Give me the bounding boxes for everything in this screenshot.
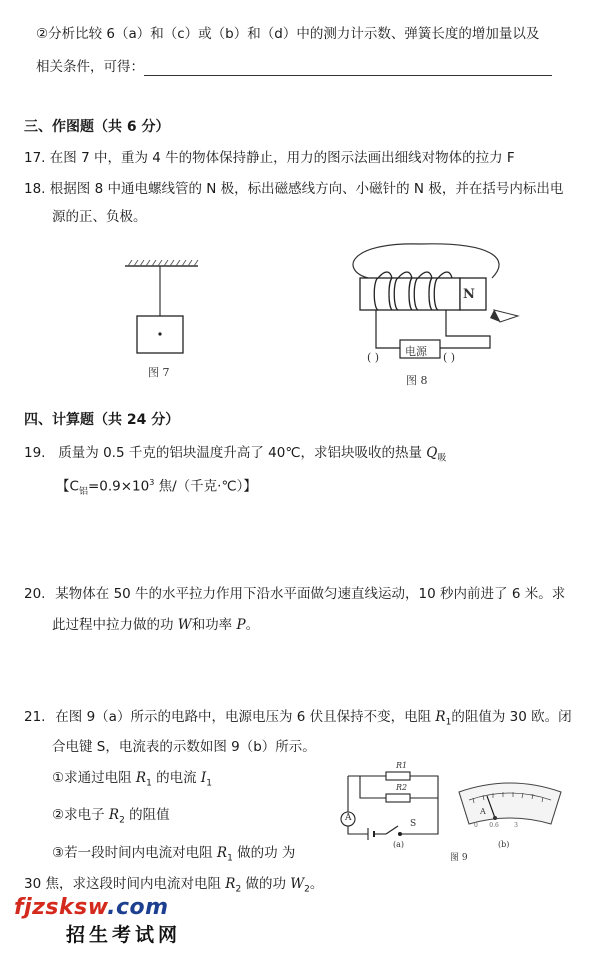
- figure-9a-circuit: [338, 762, 448, 852]
- figure-9-ammeter-label: A: [345, 813, 352, 823]
- q21-line2: 合电键 S，电流表的示数如图 9（b）所示。: [52, 739, 316, 755]
- q17-text: 在图 7 中，重为 4 牛的物体保持静止，用力的图示法画出细线对物体的拉力 F: [49, 150, 515, 166]
- q21-item1-b: 的电流: [151, 770, 201, 786]
- figure-8-label: 图 8: [406, 374, 428, 387]
- figure-8-north-label: N: [463, 287, 475, 302]
- q19-c-exp: 3: [149, 478, 155, 487]
- q21-item1: [52, 769, 212, 793]
- prev-question-line2-text: 相关条件，可得：: [36, 59, 144, 75]
- section4-title: 四、计算题（共 24 分）: [24, 412, 180, 428]
- figure-9-R2-label: R2: [396, 783, 408, 792]
- q21-item4-c: 。: [309, 876, 324, 892]
- prev-question-line1: ②分析比较 6（a）和（c）或（b）和（d）中的测力计示数、弹簧长度的增加量以及: [36, 26, 540, 42]
- q21-item3-R: R: [216, 845, 228, 861]
- q21-line1: [24, 708, 572, 732]
- q19-c-open: 【C: [56, 478, 79, 495]
- q19-c-unit: 焦/（千克·℃）】: [154, 478, 257, 495]
- q21-item2: [52, 806, 170, 830]
- section3-title: 三、作图题（共 6 分）: [24, 119, 170, 135]
- q21-item4-W: W: [290, 876, 305, 892]
- q21-item4-b: 做的功: [241, 876, 291, 892]
- figure-9b-unit: A: [480, 807, 486, 816]
- q21-item1-I: I: [200, 770, 207, 786]
- q20-W: W: [177, 617, 192, 633]
- prev-question-line2: [36, 58, 552, 76]
- site-watermark-slogan: 招生考试网: [66, 924, 182, 946]
- figure-8-right-bracket: ( ): [443, 351, 456, 364]
- q19-q-sub: 吸: [437, 453, 447, 464]
- q19-text: 质量为 0.5 千克的铝块温度升高了 40℃，求铝块吸收的热量: [58, 445, 422, 461]
- q21-item4-W-sub: 2: [304, 884, 310, 895]
- q21-item1-R-sub: 1: [146, 778, 152, 789]
- q20-line2: [52, 616, 259, 634]
- q17: [24, 149, 515, 167]
- q19-c-sub: 铝: [78, 487, 88, 498]
- q21-item2-b: 的阻值: [124, 807, 170, 823]
- q21-item3-b: 做的功 为: [232, 845, 296, 861]
- q19-line2: [56, 474, 257, 501]
- q20-P: P: [236, 617, 246, 633]
- q17-number: 17.: [24, 150, 46, 166]
- figure-9-label: 图 9: [450, 853, 468, 863]
- q21-item3-a: ③若一段时间内电流对电阻: [52, 845, 217, 861]
- q21-item1-I-sub: 1: [206, 778, 212, 789]
- answer-blank: [144, 61, 552, 76]
- q18-line1: [24, 180, 563, 198]
- q21-item2-a: ②求电子: [52, 807, 109, 823]
- q20-number: 20.: [24, 586, 46, 602]
- figure-9b-low-scale: [474, 822, 518, 829]
- q18-line2: 源的正、负极。: [52, 209, 147, 225]
- watermark-brand: fjzsksw: [14, 895, 108, 920]
- q21-item1-R: R: [135, 770, 147, 786]
- q21-number: 21.: [24, 709, 46, 725]
- q21-R-sub: 1: [445, 717, 452, 728]
- q19-number: 19.: [24, 445, 46, 461]
- figure-9b-terminal-0: 0: [474, 822, 478, 829]
- q21-item3: [52, 844, 295, 868]
- figure-9-R1-label: R1: [396, 761, 408, 770]
- q21-item4-a: 30 焦，求这段时间内电流对电阻: [24, 876, 226, 892]
- q18-text: 根据图 8 中通电螺线管的 N 极，标出磁感线方向、小磁针的 N 极，并在括号内标出电: [49, 181, 564, 197]
- q21-line1-b: 的阻值为 30 欧。闭: [451, 709, 572, 725]
- q21-item4-R: R: [225, 876, 236, 892]
- q21-item2-R: R: [108, 807, 120, 823]
- figure-9b-terminal-3: 3: [514, 822, 518, 829]
- q20-line2-a: 此过程中拉力做的功: [52, 617, 178, 633]
- watermark-tld: .com: [107, 895, 169, 920]
- q20-line2-c: 。: [245, 617, 260, 633]
- figure-8-left-bracket: ( ): [367, 351, 380, 364]
- q19-q-symbol: Q: [426, 445, 438, 461]
- figure-9-switch-label: S: [410, 819, 417, 829]
- q20-line1: [24, 585, 565, 603]
- q21-item4-R-sub: 2: [235, 884, 242, 895]
- q19-line1: [24, 444, 446, 468]
- q20-text: 某物体在 50 牛的水平拉力作用下沿水平面做匀速直线运动，10 秒内前进了 6 米。求: [55, 586, 566, 602]
- q21-R: R: [435, 709, 446, 725]
- q21-line1-a: 在图 9（a）所示的电路中，电源电压为 6 伏且保持不变，电阻: [55, 709, 436, 725]
- figure-7: [120, 258, 210, 358]
- figure-9b-ammeter-dial: [455, 780, 565, 840]
- figure-9b-label: (b): [498, 840, 510, 849]
- q21-item1-a: ①求通过电阻: [52, 770, 136, 786]
- figure-7-label: 图 7: [148, 366, 170, 379]
- q19-c-value: =0.9×10: [87, 478, 150, 495]
- q21-item2-R-sub: 2: [119, 815, 125, 826]
- site-watermark-logo: [14, 895, 169, 920]
- q18-number: 18.: [24, 181, 46, 197]
- figure-9a-label: (a): [393, 840, 405, 849]
- q20-line2-b: 和功率: [191, 617, 237, 633]
- figure-9b-terminal-06: 0.6: [489, 822, 499, 829]
- figure-8-power-source: 电源: [405, 345, 427, 358]
- q21-item3-R-sub: 1: [227, 853, 233, 864]
